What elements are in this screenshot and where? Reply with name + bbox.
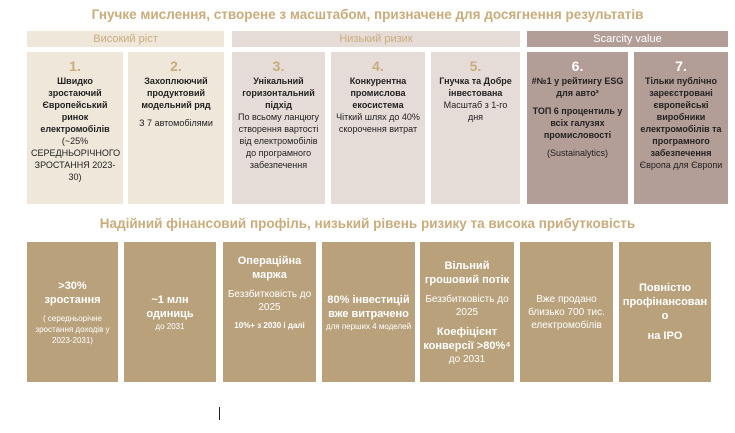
metric-units <box>124 242 216 382</box>
metric-sales <box>520 242 613 382</box>
card-number: 2. <box>170 58 182 74</box>
card-7 <box>634 52 728 204</box>
metric-value-2: Коефіцієнт конверсії >80%⁴ <box>423 325 511 352</box>
metric-value: Вільний грошовий потік <box>424 259 510 286</box>
card-heading: Конкурентна промислова екосистема <box>349 76 407 110</box>
card-number: 3. <box>272 58 285 74</box>
card-number: 4. <box>372 58 384 74</box>
text-cursor <box>219 407 220 420</box>
card-heading: Гнучка та Добре інвестована <box>439 76 512 98</box>
card-2 <box>128 52 224 204</box>
card-heading: Захоплюючий продуктовий модельний ряд <box>141 76 211 110</box>
top-title: Гнучке мислення, створене з масштабом, призначене для досягнення результатів <box>91 7 644 22</box>
card-heading: Тільки публічно зареєстровані європейські виробники електромобілів та програмного забезпечення <box>640 76 722 158</box>
card-text: Масштаб з 1-го дня <box>443 100 508 122</box>
metric-note: 10%+ з 2030 і далі <box>234 321 305 330</box>
card-text: З 7 автомобілями <box>139 118 213 128</box>
card-text: Європа для Європи <box>639 160 723 170</box>
card-text: По всьому ланцюгу створення вартості від електромобілів до програмного забезпечення <box>237 112 320 170</box>
metric-value: >30% зростання <box>44 279 101 306</box>
metric-value: Повністю профінансован о <box>622 282 708 322</box>
card-3 <box>232 52 325 204</box>
card-number: 7. <box>675 58 687 74</box>
card-4 <box>331 52 425 204</box>
metric-value: 80% інвестицій вже витрачено <box>327 293 410 320</box>
metric-detail: Вже продано близько 700 тис. електромобілів <box>528 293 605 331</box>
metric-value: ~1 млн одиниць <box>146 293 194 320</box>
metric-note: ( середньорічне зростання доходів у 2023-2031) <box>35 313 110 345</box>
card-subheading: ТОП 6 процентиль у всіх галузях промисловості <box>532 106 623 140</box>
metric-detail: Беззбитковість до 2025 <box>227 289 312 313</box>
card-number: 6. <box>571 58 584 74</box>
metric-funding <box>619 242 711 382</box>
card-heading: Унікальний горизонтальний підхід <box>242 76 315 110</box>
metric-detail-2: до 2031 <box>448 353 486 365</box>
card-heading: Швидко зростаючий Європейський ринок електромобілів <box>40 76 110 134</box>
metric-investment <box>322 242 415 382</box>
metric-growth <box>27 242 118 382</box>
card-1 <box>27 52 123 204</box>
card-6 <box>527 52 628 204</box>
header-high-growth: Високий ріст <box>27 31 224 47</box>
metric-margin <box>223 242 316 382</box>
card-heading: #№1 у рейтингу ESG для авто³ <box>531 76 624 98</box>
card-text: (Sustainalytics) <box>546 148 609 158</box>
card-text: Чіткий шлях до 40% скорочення витрат <box>336 112 420 134</box>
metric-note: для перших 4 моделей <box>325 321 412 331</box>
metric-note: до 2031 <box>155 321 185 331</box>
header-low-risk: Низький ризик <box>232 31 520 47</box>
metric-cash-flow <box>420 242 514 382</box>
header-scarcity: Scarcity value <box>527 31 728 47</box>
metric-value: Операційна маржа <box>237 255 302 281</box>
financial-title: Надійний фінансовий профіль, низький рівень ризику та висока прибутковість <box>99 216 636 231</box>
card-5 <box>431 52 520 204</box>
card-number: 5. <box>469 58 482 74</box>
card-number: 1. <box>69 58 81 74</box>
card-text: (~25% СЕРЕДНЬОРІЧНОГО ЗРОСТАННЯ 2023-30) <box>31 136 121 182</box>
metric-detail: Беззбитковість до 2025 <box>425 293 509 318</box>
metric-value-2: на IPO <box>647 330 683 342</box>
